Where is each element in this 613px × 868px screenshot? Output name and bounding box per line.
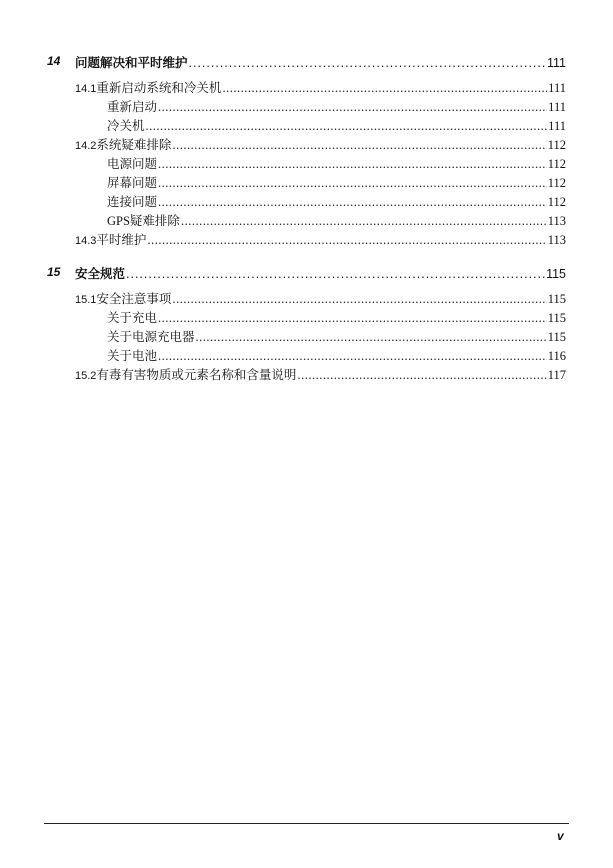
leader-dots: [172, 138, 546, 153]
subsection-title: 关于电源充电器: [107, 330, 195, 344]
page-number: 111: [548, 100, 566, 114]
page-number: 112: [547, 138, 566, 152]
subsection-title: 冷关机: [107, 119, 145, 133]
subsection-title: GPS疑难排除: [107, 214, 180, 228]
section-number: 14.3: [75, 235, 97, 247]
toc-subsection-entry[interactable]: [107, 173, 566, 191]
leader-dots: [158, 100, 547, 115]
toc-section-entry[interactable]: [75, 230, 566, 248]
leader-dots: [147, 233, 546, 248]
page-number: 115: [547, 292, 566, 306]
leader-dots: [172, 292, 546, 307]
toc-chapter-entry[interactable]: [75, 264, 566, 282]
subsection-title: 关于充电: [107, 311, 158, 325]
page-number: 113: [547, 233, 566, 247]
leader-dots: [158, 195, 547, 210]
section-title: 系统疑难排除: [96, 138, 172, 152]
subsection-title: 重新启动: [107, 100, 158, 114]
subsection-title: 连接问题: [107, 195, 158, 209]
section-number: 15.2: [75, 370, 97, 382]
leader-dots: [146, 119, 548, 134]
toc-subsection-entry[interactable]: [107, 116, 566, 134]
chapter-number: 15: [47, 265, 61, 279]
footer-page-number: v: [557, 829, 564, 843]
page-number: 115: [547, 311, 566, 325]
section-number: 14.2: [75, 140, 97, 152]
subsection-title: 电源问题: [107, 157, 158, 171]
leader-dots: [158, 157, 547, 172]
toc-subsection-entry[interactable]: [107, 327, 566, 345]
leader-dots: [158, 349, 547, 364]
toc-subsection-entry[interactable]: [107, 346, 566, 364]
toc-subsection-entry[interactable]: [107, 154, 566, 172]
leader-dots: [158, 311, 547, 326]
toc-section-entry[interactable]: [75, 365, 566, 383]
leader-dots: [189, 56, 546, 70]
footer-divider: [44, 823, 569, 824]
page-number: 116: [547, 349, 566, 363]
page-number: 117: [547, 368, 566, 382]
chapter-title: 安全规范: [75, 267, 126, 281]
page-number: 115: [546, 267, 566, 281]
section-number: 15.1: [75, 294, 97, 306]
leader-dots: [158, 176, 547, 191]
toc-subsection-entry[interactable]: [107, 308, 566, 326]
section-title: 有毒有害物质或元素名称和含量说明: [96, 368, 297, 382]
toc-section-entry[interactable]: [75, 135, 566, 153]
subsection-title: 关于电池: [107, 349, 158, 363]
leader-dots: [126, 267, 545, 281]
page-number: 112: [547, 176, 566, 190]
toc-subsection-entry[interactable]: [107, 97, 566, 115]
leader-dots: [297, 368, 546, 383]
page-number: 111: [548, 81, 566, 95]
toc-section-entry[interactable]: [75, 289, 566, 307]
page-number: 112: [547, 195, 566, 209]
toc-subsection-entry[interactable]: [107, 192, 566, 210]
page-number: 112: [547, 157, 566, 171]
toc-subsection-entry[interactable]: [107, 211, 566, 229]
toc-chapter-entry[interactable]: [75, 53, 566, 71]
leader-dots: [196, 330, 547, 345]
leader-dots: [222, 81, 547, 96]
subsection-title: 屏幕问题: [107, 176, 158, 190]
toc-section-entry[interactable]: [75, 78, 566, 96]
section-title: 平时维护: [96, 233, 147, 247]
chapter-title: 问题解决和平时维护: [75, 56, 188, 70]
page-number: 111: [546, 56, 566, 70]
page-number: 113: [547, 214, 566, 228]
page-number: 111: [548, 119, 566, 133]
section-number: 14.1: [75, 83, 97, 95]
page-number: 115: [547, 330, 566, 344]
chapter-number: 14: [47, 54, 61, 68]
leader-dots: [181, 214, 547, 229]
section-title: 重新启动系统和冷关机: [96, 81, 222, 95]
section-title: 安全注意事项: [96, 292, 172, 306]
